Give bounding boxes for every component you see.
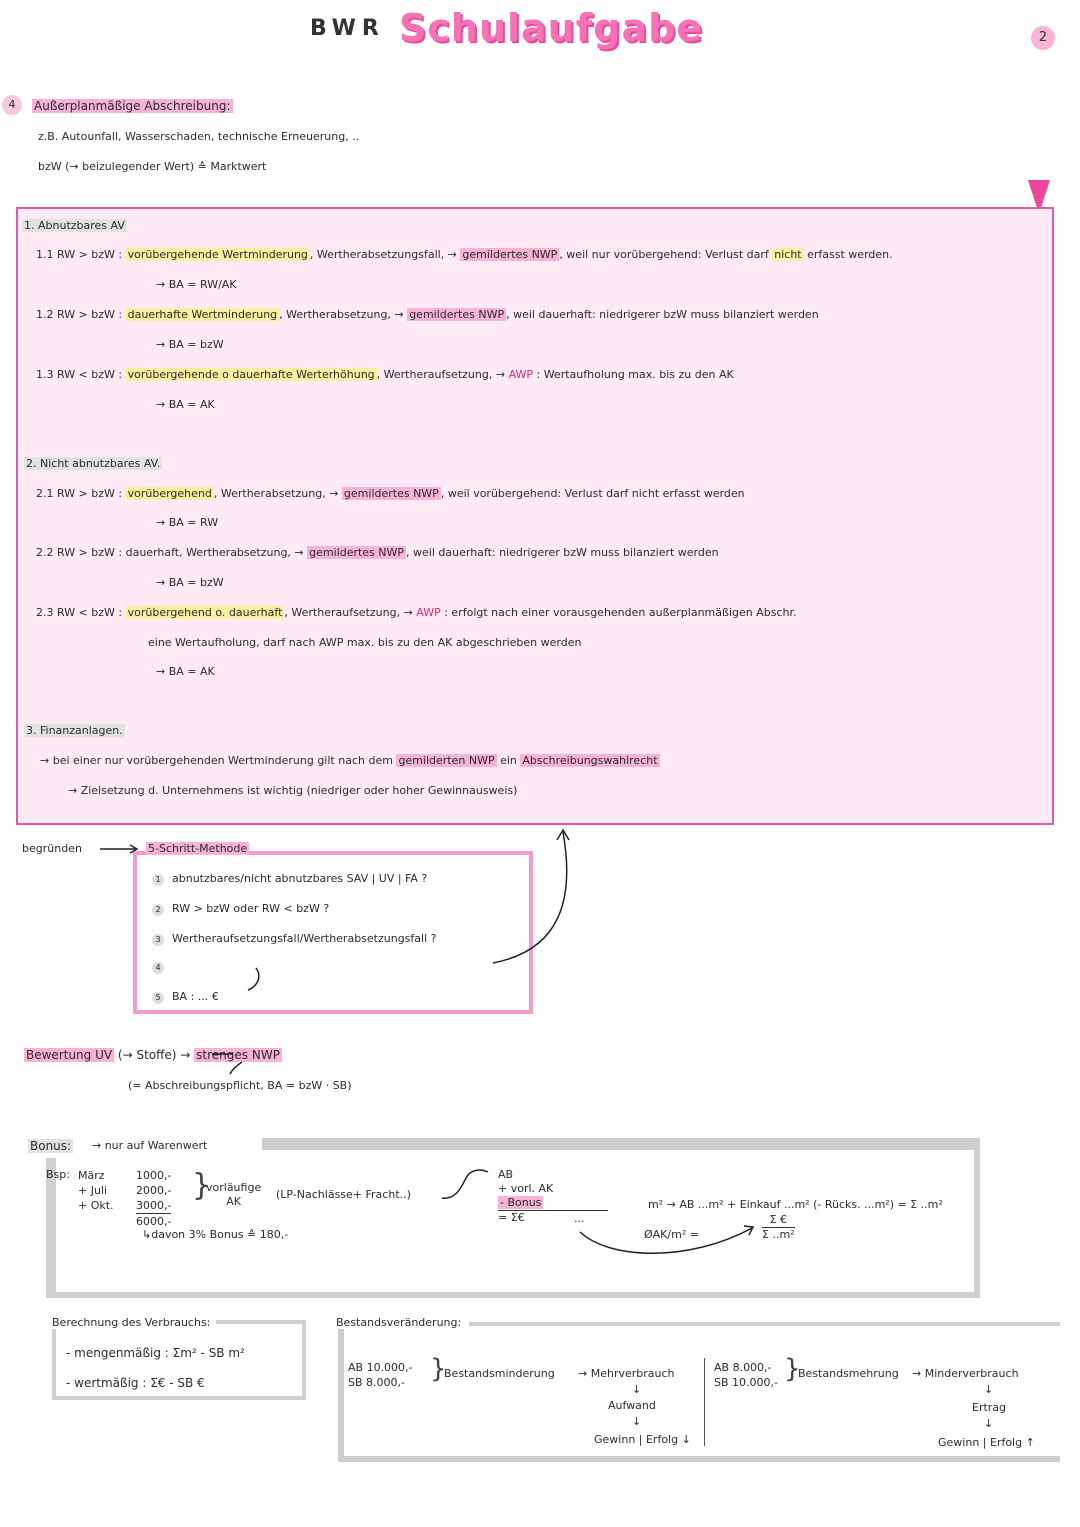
r21-a: vorübergehend xyxy=(127,487,212,500)
left-aufwand: Aufwand xyxy=(608,1399,656,1412)
calc-bonus-text: - Bonus xyxy=(500,1196,542,1209)
uv-note: (= Abschreibungspflicht, BA = bzW · SB) xyxy=(128,1079,352,1092)
r11-d: , weil nur vorübergehend: Verlust darf xyxy=(559,248,769,261)
verbrauch-line-1: - mengenmäßig : Σm² - SB m² xyxy=(66,1346,245,1360)
left-down-1: ↓ xyxy=(632,1383,642,1396)
s3-e: → Zielsetzung d. Unternehmens ist wichtig (niedriger oder hoher Gewinnausweis) xyxy=(68,784,518,797)
right-brace-icon: } xyxy=(784,1354,801,1384)
r22-c: gemildertes NWP xyxy=(309,546,405,559)
r11-f: erfasst werden. xyxy=(807,248,893,261)
r13-a: vorübergehende o dauerhafte Werterhöhung xyxy=(127,368,375,381)
r12-c: gemildertes NWP xyxy=(409,308,505,321)
month-2: + Juli xyxy=(78,1184,108,1197)
verbrauch-title: Berechnung des Verbrauchs: xyxy=(52,1316,216,1329)
section-bzw: bzW (→ beizulegender Wert) ≙ Marktwert xyxy=(38,160,267,173)
r11-ba: → BA = RW/AK xyxy=(156,278,237,291)
r12-b: , Wertherabsetzung, → xyxy=(279,308,404,321)
method-to-box-arrow xyxy=(493,832,567,963)
r21-d: , weil vorübergehend: Verlust darf nicht erfasst werden xyxy=(440,487,745,500)
r21-label: 2.1 RW > bzW : xyxy=(36,487,123,500)
s3-d: Abschreibungswahlrecht xyxy=(522,754,658,767)
begruenden-label: begründen xyxy=(22,842,82,855)
s3-c: ein xyxy=(500,754,517,767)
amount-1: 1000,- xyxy=(136,1169,172,1182)
uv-stoffe: (→ Stoffe) → xyxy=(117,1048,191,1062)
title-rest: Schulaufgabe xyxy=(399,6,704,50)
r23-a: vorübergehend o. dauerhaft xyxy=(127,606,283,619)
r23-d: : erfolgt nach einer vorausgehenden außerplanmäßigen Abschr. xyxy=(444,606,797,619)
s3-b: gemilderten NWP xyxy=(398,754,495,767)
frac-den: Σ ..m² xyxy=(762,1228,795,1241)
left-ab: AB 10.000,- xyxy=(348,1361,413,1374)
r21-b: , Wertherabsetzung, → xyxy=(213,487,339,500)
uv-label: Bewertung UV xyxy=(26,1048,113,1062)
right-arrow: → Minderverbrauch xyxy=(912,1367,1019,1380)
r12-label: 1.2 RW > bzW : xyxy=(36,308,123,321)
r12-d: , weil dauerhaft: niedrigerer bzW muss bilanziert werden xyxy=(506,308,819,321)
month-3: + Okt. xyxy=(78,1199,114,1212)
step-3-number: 3 xyxy=(152,934,164,946)
r23-label: 2.3 RW < bzW : xyxy=(36,606,123,619)
amount-3: 3000,- xyxy=(136,1199,172,1212)
bonus-curve-arrow xyxy=(442,1170,488,1198)
r23-c: AWP xyxy=(416,606,441,619)
section-example: z.B. Autounfall, Wasserschaden, technische Erneuerung, .. xyxy=(38,130,360,143)
ak-text: AK xyxy=(226,1195,241,1208)
bonus-avg: ØAK/m² = xyxy=(644,1228,699,1241)
calc-ab: AB xyxy=(498,1168,514,1181)
right-sb: SB 10.000,- xyxy=(714,1376,778,1389)
r11-a: vorübergehende Wertminderung xyxy=(127,248,308,261)
left-brace-icon: } xyxy=(430,1354,447,1384)
bonus-label-text: Bonus: xyxy=(30,1139,72,1153)
r22-ba: → BA = bzW xyxy=(156,576,224,589)
step-2-number: 2 xyxy=(152,904,164,916)
bonus-lp: (LP-Nachlässe+ Fracht..) xyxy=(276,1188,411,1201)
r21-c: gemildertes NWP xyxy=(343,487,439,500)
left-gewinn: Gewinn | Erfolg ↓ xyxy=(594,1433,691,1446)
right-down-2: ↓ xyxy=(984,1417,994,1430)
section-heading-text: Außerplanmäßige Abschreibung: xyxy=(34,99,231,113)
s1-title-text: 1. Abnutzbares AV xyxy=(24,219,125,232)
left-arrow: → Mehrverbrauch xyxy=(578,1367,675,1380)
vorl-text: vorläufige xyxy=(206,1181,262,1194)
step4-arrow xyxy=(248,968,259,990)
uv-strenges: strenges NWP xyxy=(196,1048,280,1062)
calc-sum: = Σ€ xyxy=(498,1211,525,1224)
bonus-formula: m² → AB ...m² + Einkauf ...m² (- Rücks. ...m²) = Σ ..m² xyxy=(648,1198,943,1211)
title-bwr: BWR xyxy=(310,16,385,41)
right-gewinn: Gewinn | Erfolg ↑ xyxy=(938,1436,1035,1449)
r23-e: eine Wertaufholung, darf nach AWP max. bis zu den AK abgeschrieben werden xyxy=(148,636,582,649)
r13-c: AWP xyxy=(508,368,533,381)
right-ab: AB 8.000,- xyxy=(714,1361,772,1374)
bonus-bottom-arrow xyxy=(580,1228,752,1253)
verbrauch-line-2: - wertmäßig : Σ€ - SB € xyxy=(66,1376,205,1390)
r11-c: gemildertes NWP xyxy=(462,248,558,261)
step-4-number: 4 xyxy=(152,962,164,974)
amount-sum: 6000,- xyxy=(136,1215,172,1228)
r13-b: , Wertheraufsetzung, → xyxy=(376,368,506,381)
left-down-2: ↓ xyxy=(632,1415,642,1428)
r12-a: dauerhafte Wertminderung xyxy=(127,308,278,321)
method-title-text: 5-Schritt-Methode xyxy=(148,842,248,855)
uv-hook-arrow xyxy=(230,1062,242,1074)
step-1-number: 1 xyxy=(152,874,164,886)
r21-ba: → BA = RW xyxy=(156,516,219,529)
r13-label: 1.3 RW < bzW : xyxy=(36,368,123,381)
step-2-text: RW > bzW oder RW < bzW ? xyxy=(172,902,330,915)
r22-d: , weil dauerhaft: niedrigerer bzW muss bilanziert werden xyxy=(406,546,719,559)
step-5-number: 5 xyxy=(152,992,164,1004)
section-number: 4 xyxy=(2,95,22,115)
month-1: März xyxy=(78,1169,105,1182)
r22-label: 2.2 RW > bzW : xyxy=(36,546,123,559)
amount-2: 2000,- xyxy=(136,1184,172,1197)
r13-ba: → BA = AK xyxy=(156,398,215,411)
step-1-text: abnutzbares/nicht abnutzbares SAV | UV | FA ? xyxy=(172,872,428,885)
right-down-1: ↓ xyxy=(984,1383,994,1396)
brace-icon: } xyxy=(192,1168,212,1203)
left-label: Bestandsminderung xyxy=(444,1367,555,1380)
r11-label: 1.1 RW > bzW : xyxy=(36,248,123,261)
left-sb: SB 8.000,- xyxy=(348,1376,405,1389)
r11-e: nicht xyxy=(774,248,802,261)
r23-ba: → BA = AK xyxy=(156,665,215,678)
r12-ba: → BA = bzW xyxy=(156,338,224,351)
s3-a: → bei einer nur vorübergehenden Wertminderung gilt nach dem xyxy=(40,754,393,767)
right-label: Bestandsmehrung xyxy=(798,1367,899,1380)
bonus-bsp: Bsp: xyxy=(46,1168,70,1181)
right-ertrag: Ertrag xyxy=(972,1401,1007,1414)
bestand-title: Bestandsveränderung: xyxy=(336,1316,469,1329)
r13-d: : Wertaufholung max. bis zu den AK xyxy=(536,368,734,381)
s2-title-text: 2. Nicht abnutzbares AV. xyxy=(26,457,161,470)
calc-dots: ... xyxy=(574,1212,585,1225)
r23-b: , Wertheraufsetzung, → xyxy=(284,606,413,619)
bonus-davon: ↳davon 3% Bonus ≙ 180,- xyxy=(142,1228,289,1241)
page-number: 2 xyxy=(1031,26,1055,50)
frac-num: Σ € xyxy=(762,1213,795,1228)
bonus-desc: → nur auf Warenwert xyxy=(92,1139,208,1152)
step-5-text: BA : ... € xyxy=(172,990,219,1003)
r11-b: , Wertherabsetzungsfall, → xyxy=(309,248,457,261)
s3-title-text: 3. Finanzanlagen. xyxy=(26,724,123,737)
calc-vorl: + vorl. AK xyxy=(498,1182,554,1195)
r22-a: dauerhaft, Wertherabsetzung, → xyxy=(125,546,304,559)
step-3-text: Wertheraufsetzungsfall/Wertherabsetzungsfall ? xyxy=(172,932,437,945)
